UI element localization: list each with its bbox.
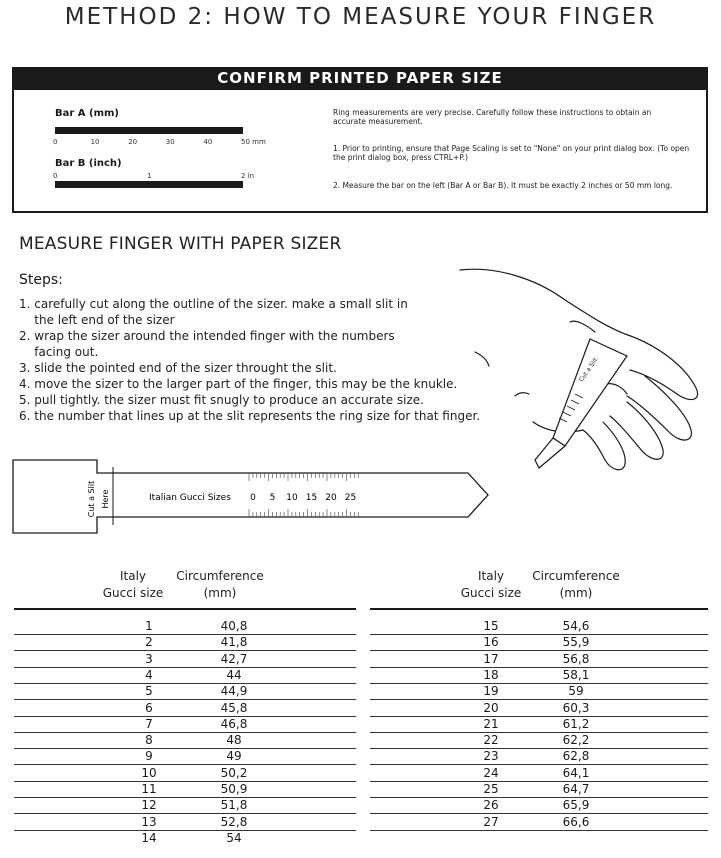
- right_rows-circ-12: 66,6: [562, 814, 590, 829]
- section-title: MEASURE FINGER WITH PAPER SIZER: [19, 234, 342, 254]
- left_rows-row-6: [14, 717, 356, 733]
- left_rows-size-9: 10: [141, 765, 157, 780]
- right_rows-row-3: [370, 668, 708, 684]
- left_rows-circ-4: 44,9: [220, 684, 248, 699]
- right_rows-circ-4: 59: [568, 684, 584, 699]
- left_rows-size-11: 12: [141, 798, 157, 813]
- left_rows-circ-0: 40,8: [220, 619, 248, 633]
- right_rows-size-10: 25: [483, 782, 499, 796]
- right_rows-circ-1: 55,9: [562, 635, 590, 650]
- left_rows-circ-3: 44: [226, 667, 242, 682]
- right_rows-size-3: 18: [483, 667, 499, 682]
- right_rows-size-1: 16: [483, 635, 499, 650]
- left_rows-size-6: 7: [145, 716, 153, 731]
- slit-label-1: Cut a Slit: [87, 480, 96, 518]
- right_rows-size-12: 27: [483, 814, 499, 829]
- left_rows-circ-8: 49: [226, 749, 242, 764]
- left_rows-circ-13: 54: [226, 830, 242, 845]
- right_rows-circ-8: 62,8: [562, 749, 590, 764]
- left_rows-row-8: [14, 749, 356, 765]
- right_rows-row-5: [370, 701, 708, 717]
- confirm-intro: Ring measurements are very precise. Carefully follow these instructions to obtain an accurate measurement.: [333, 108, 652, 126]
- right_rows-size-2: 17: [483, 651, 499, 666]
- hand-outline-top: [460, 269, 625, 334]
- left_rows-size-2: 3: [145, 651, 153, 666]
- sizer-number-4: 20: [325, 493, 337, 503]
- right_rows-row-12: [370, 815, 708, 831]
- bar-a-tick-4: 40: [203, 138, 213, 146]
- sizer-strip: [553, 339, 627, 446]
- left_rows-row-10: [14, 782, 356, 798]
- bar-a-tick-3: 30: [165, 138, 175, 146]
- right_rows-row-7: [370, 733, 708, 749]
- left_rows-row-12: [14, 815, 356, 831]
- bar-a-tick-2: 20: [128, 138, 138, 146]
- bar-b-tick-2: 2 in: [241, 172, 255, 180]
- slit-label-2: Here: [101, 489, 110, 509]
- step-line-4: 3. slide the pointed end of the sizer throught the slit.: [19, 361, 337, 375]
- sizer-number-0: 0: [250, 493, 256, 503]
- right-col2-head: [526, 568, 626, 602]
- bar-b-tick-0: 0: [53, 172, 58, 180]
- sizer-label: Italian Gucci Sizes: [149, 493, 231, 503]
- right_rows-size-7: 22: [483, 733, 499, 748]
- confirm-header: CONFIRM PRINTED PAPER SIZE: [12, 67, 708, 90]
- step-line-7: 6. the number that lines up at the slit represents the ring size for that finger.: [19, 409, 481, 423]
- left_rows-size-0: 1: [145, 619, 153, 633]
- sizer-number-2: 10: [286, 493, 298, 503]
- right_rows-row-11: [370, 798, 708, 814]
- finger-ring-outline: [610, 402, 663, 459]
- right-col2-line1: Circumference: [532, 569, 620, 583]
- left_rows-row-7: [14, 733, 356, 749]
- right_rows-size-11: 26: [483, 798, 499, 813]
- left-col1-line1: Italy: [119, 569, 147, 583]
- left_rows-size-8: 9: [145, 749, 153, 764]
- step-line-2: 2. wrap the sizer around the intended finger with the numbers: [19, 329, 395, 343]
- left_rows-size-4: 5: [145, 684, 153, 699]
- finger-crease: [605, 384, 627, 394]
- left_rows-size-13: 14: [141, 830, 157, 845]
- finger-pinky-outline: [583, 422, 625, 470]
- right_rows-circ-5: 60,3: [562, 700, 590, 715]
- right_rows-size-0: 15: [483, 619, 499, 633]
- step-line-5: 4. move the sizer to the larger part of the finger, this may be the knukle.: [19, 377, 458, 391]
- right_rows-circ-7: 62,2: [562, 733, 590, 748]
- right_rows-size-9: 24: [483, 765, 499, 780]
- right_rows-circ-6: 61,2: [562, 716, 590, 731]
- left_rows-row-0: [14, 619, 356, 635]
- hand-sizer-label: Cut a Slit: [577, 356, 600, 384]
- left_rows-size-7: 8: [145, 733, 153, 748]
- page-title: METHOD 2: HOW TO MEASURE YOUR FINGER: [64, 4, 657, 30]
- left_rows-circ-5: 45,8: [220, 700, 248, 715]
- left_rows-circ-12: 52,8: [220, 814, 248, 829]
- step-line-6: 5. pull tightly. the sizer must fit snugly to produce an accurate size.: [19, 393, 424, 407]
- right_rows-row-10: [370, 782, 708, 798]
- left_rows-circ-1: 41,8: [220, 635, 248, 650]
- right_rows-row-2: [370, 652, 708, 668]
- hand-knuckle-line: [570, 321, 595, 332]
- left_rows-circ-11: 51,8: [220, 798, 248, 813]
- bar-b: [55, 181, 243, 188]
- left_rows-circ-10: 50,9: [220, 782, 248, 796]
- step-line-1: the left end of the sizer: [19, 313, 175, 327]
- sizer-number-5: 25: [344, 493, 357, 503]
- bar-a-tick-0: 0: [53, 138, 58, 146]
- right_rows-row-0: [370, 619, 708, 635]
- left_rows-size-12: 13: [141, 814, 157, 829]
- hand-crease-2: [515, 393, 529, 396]
- bar-a-tick-5: 50 mm: [241, 138, 266, 146]
- left_rows-size-1: 2: [145, 635, 153, 650]
- hand-illustration: [455, 264, 710, 486]
- left-col1-head: [83, 568, 183, 602]
- sizer-tip: [535, 438, 565, 468]
- sizer-number-3: 15: [305, 493, 318, 503]
- sizer-number-1: 5: [269, 493, 276, 503]
- left_rows-row-13: [14, 831, 356, 847]
- right_rows-circ-10: 64,7: [562, 782, 590, 796]
- left_rows-row-11: [14, 798, 356, 814]
- right_rows-size-8: 23: [483, 749, 499, 764]
- left_rows-size-3: 4: [145, 667, 153, 682]
- right-table-rule: [370, 608, 708, 610]
- left-col1-line2: Gucci size: [102, 586, 164, 600]
- left-col2-line2: (mm): [203, 586, 237, 600]
- bar-a-tick-1: 10: [90, 138, 100, 146]
- right_rows-circ-0: 54,6: [562, 619, 590, 633]
- left-table-rule: [14, 608, 356, 610]
- right_rows-circ-9: 64,1: [562, 765, 590, 780]
- right_rows-circ-11: 65,9: [562, 798, 590, 813]
- right_rows-size-6: 21: [483, 716, 499, 731]
- left_rows-row-4: [14, 684, 356, 700]
- step-line-0: 1. carefully cut along the outline of the sizer. make a small slit in: [19, 297, 408, 311]
- bar-b-tick-1: 1: [147, 172, 152, 180]
- step-line-3: facing out.: [19, 345, 99, 359]
- left_rows-size-10: 11: [141, 782, 157, 796]
- left-col2-head: [170, 568, 270, 602]
- left_rows-circ-6: 46,8: [220, 716, 248, 731]
- finger-middle-outline: [627, 376, 691, 440]
- right_rows-row-1: [370, 635, 708, 651]
- left_rows-row-3: [14, 668, 356, 684]
- left_rows-row-2: [14, 652, 356, 668]
- right_rows-row-9: [370, 766, 708, 782]
- right_rows-circ-2: 56,8: [562, 651, 590, 666]
- right_rows-circ-3: 58,1: [562, 667, 590, 682]
- left_rows-circ-2: 42,7: [220, 651, 248, 666]
- right-col2-line2: (mm): [559, 586, 593, 600]
- steps-title: Steps:: [19, 272, 63, 288]
- right-col1-line2: Gucci size: [460, 586, 522, 600]
- hand-crease-1: [475, 352, 489, 366]
- left_rows-row-9: [14, 766, 356, 782]
- right_rows-size-4: 19: [483, 684, 499, 699]
- confirm-step-2: 2. Measure the bar on the left (Bar A or Bar B). It must be exactly 2 inches or 50 mm long.: [333, 181, 673, 190]
- bar-b-label: Bar B (inch): [55, 158, 122, 169]
- left_rows-row-1: [14, 635, 356, 651]
- bar-a-label: Bar A (mm): [55, 108, 119, 119]
- left_rows-row-5: [14, 701, 356, 717]
- paper-sizer: [12, 459, 490, 535]
- left_rows-size-5: 6: [145, 700, 153, 715]
- bar-a: [55, 127, 243, 134]
- left_rows-circ-9: 50,2: [220, 765, 248, 780]
- left_rows-circ-7: 48: [226, 733, 242, 748]
- right_rows-row-4: [370, 684, 708, 700]
- right-col1-line1: Italy: [477, 569, 505, 583]
- right_rows-size-5: 20: [483, 700, 499, 715]
- right_rows-row-6: [370, 717, 708, 733]
- confirm-step-1: 1. Prior to printing, ensure that Page Scaling is set to "None" on your print dialog box. (To open the print dialog box, press CTRL+P.): [333, 144, 690, 162]
- right_rows-row-8: [370, 749, 708, 765]
- left-col2-line1: Circumference: [176, 569, 264, 583]
